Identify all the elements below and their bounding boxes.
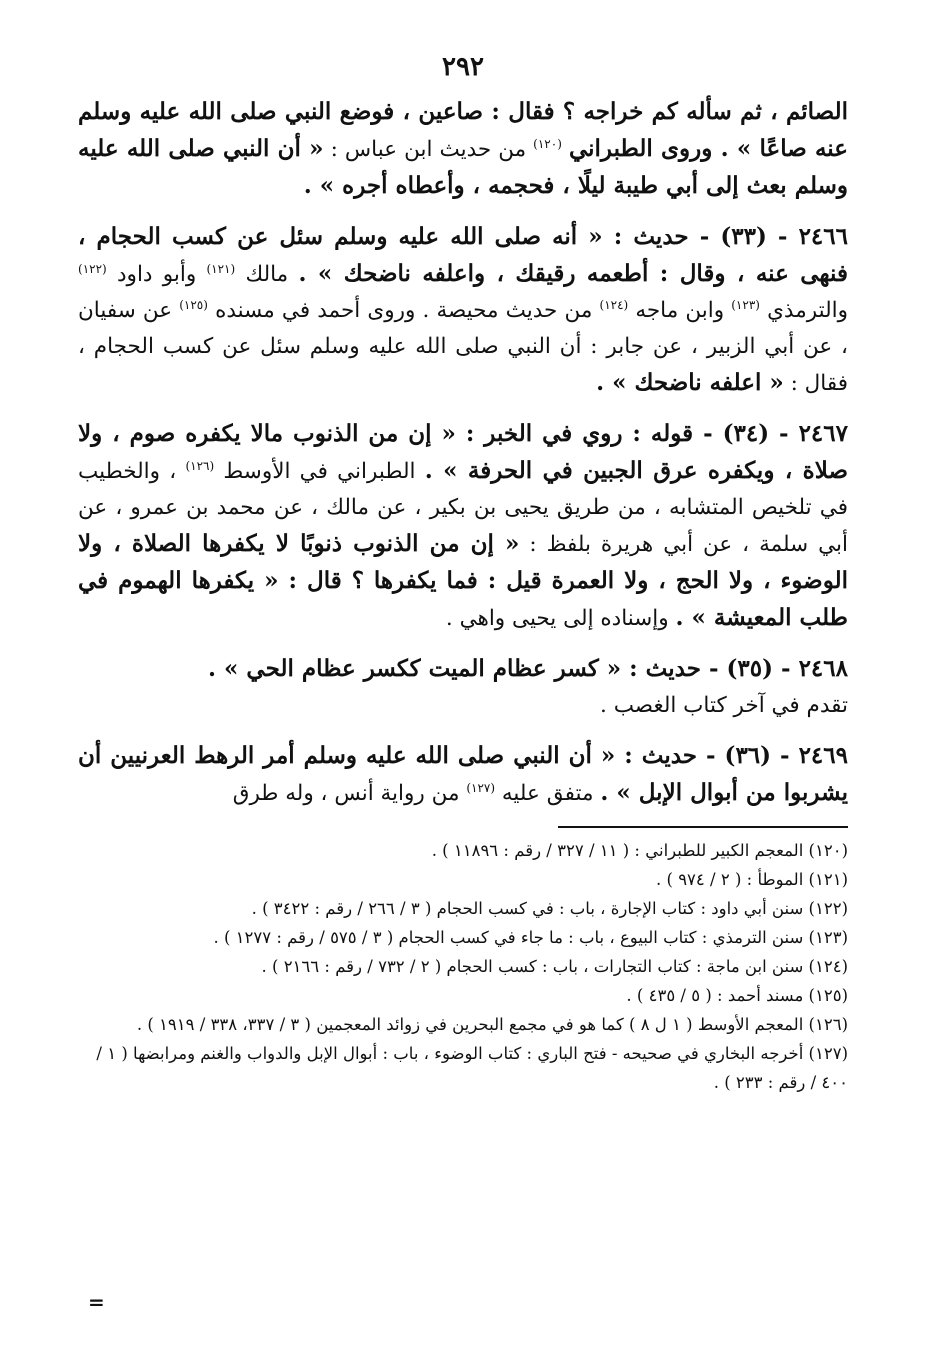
text: وأبو داود [116,262,197,287]
text: وإسناده إلى يحيى واهي . [445,606,669,631]
footnote: (١٢٢) سنن أبي داود : كتاب الإجارة ، باب : في كسب الحجام ( ٣ / ٢٦٦ / رقم : ٣٤٢٢ ) . [251,899,848,918]
footnote: (١٢٧) أخرجه البخاري في صحيحه - فتح الباري : كتاب الوضوء ، باب : أبوال الإبل والدواب والغنم ومرابضها ( ١ / ٤٠٠ / رقم : ٢٣٣ ) . [96,1044,848,1092]
text: ، والخطيب في تلخيص المتشابه ، من طريق يحيى بن بكير ، عن مالك ، عن محمد بن عمرو ، عن أبي سلمة ، عن أبي هريرة بلفظ : [78,459,848,557]
footnote: (١٢٦) المعجم الأوسط ( ١ ل ٨ ) كما هو في مجمع البحرين في زوائد المعجمين ( ٣ / ٣٣٧، ٣٣٨ / ١٩١٩ ) . [136,1015,848,1034]
text: تقدم في آخر كتاب الغصب . [600,693,848,718]
text: متفق عليه [501,781,594,806]
entry-heading: ٢٤٦٩ - (٣٦) - حديث : « أن النبي صلى الله عليه وسلم أمر الرهط العرنيين أن يشربوا من أبوال الإبل » . [78,742,848,806]
footnote-ref: (١٢٧) [466,780,496,795]
footnote-ref: (١٢٠) [533,136,562,151]
entry-heading: ٢٤٦٦ - (٣٣) - حديث : « أنه صلى الله عليه وسلم سئل عن كسب الحجام ، فنهى عنه ، وقال : أطعمه رقيقك ، واعلفه ناضحك » . [78,223,848,287]
footnote-divider [558,826,848,828]
hadith-text: الصائم ، ثم سأله كم خراجه ؟ فقال : صاعين ، فوضع النبي صلى الله عليه وسلم عنه صاعًا » . وروى الطبراني [78,98,848,162]
footnote: (١٢٤) سنن ابن ماجة : كتاب التجارات ، باب : كسب الحجام ( ٢ / ٧٣٢ / رقم : ٢١٦٦ ) . [261,957,848,976]
footnote: (١٢١) الموطأ : ( ٢ / ٩٧٤ ) . [656,870,848,889]
entry-heading: ٢٤٦٨ - (٣٥) - حديث : « كسر عظام الميت ككسر عظام الحي » . [208,655,848,682]
footnote-ref: (١٢٥) [179,297,208,312]
text: من حديث محيصة . وروى أحمد في مسنده [215,298,593,323]
book-page [78,52,848,1097]
continuation-mark: = [88,1290,105,1314]
text: مالك [245,262,289,287]
entry-2467 [78,416,848,637]
entry-heading: ٢٤٦٧ - (٣٤) - قوله : روي في الخبر : « إن من الذنوب مالا يكفره صوم ، ولا صلاة ، ويكفره عرق الجبين في الحرفة » . [78,420,848,484]
hadith-quote: « إن من الذنوب ذنوبًا لا يكفرها الصلاة ، ولا الوضوء ، ولا الحج ، ولا العمرة قيل : فما يكفرها ؟ قال : « يكفرها الهموم في طلب المعيشة » . [78,530,848,631]
footnote-ref: (١٢٦) [185,458,215,473]
page-number: ٢٩٢ [442,52,484,82]
intro-paragraph [78,94,848,205]
footnote: (١٢٣) سنن الترمذي : كتاب البيوع ، باب : ما جاء في كسب الحجام ( ٣ / ٥٧٥ / رقم : ١٢٧٧ ) . [213,928,848,947]
footnote: (١٢٠) المعجم الكبير للطبراني : ( ١١ / ٣٢٧ / رقم : ١١٨٩٦ ) . [431,841,848,860]
footnotes [78,836,848,1097]
entry-2466 [78,219,848,402]
text: عن سفيان ، عن أبي الزبير ، عن جابر : أن النبي صلى الله عليه وسلم سئل عن كسب الحجام ، فقال : [78,298,848,396]
footnote-ref: (١٢٢) [78,261,107,276]
footnote-ref: (١٢٤) [599,297,629,312]
text: وابن ماجه [635,298,725,323]
entry-2469 [78,738,848,812]
footnote: (١٢٥) مسند أحمد : ( ٥ / ٤٣٥ ) . [626,986,848,1005]
hadith-quote: « اعلفه ناضحك » . [596,369,784,396]
entry-2468 [78,651,848,724]
text: والترمذي [767,298,848,323]
text: من حديث ابن عباس : [330,137,527,162]
hadith-text: « أن النبي صلى الله عليه وسلم بعث إلى أبي طيبة ليلًا ، فحجمه ، وأعطاه أجره » . [78,135,848,199]
text: من رواية أنس ، وله طرق [232,781,460,806]
footnote-ref: (١٢١) [206,261,236,276]
footnote-ref: (١٢٣) [731,297,760,312]
text: الطبراني في الأوسط [223,459,416,484]
